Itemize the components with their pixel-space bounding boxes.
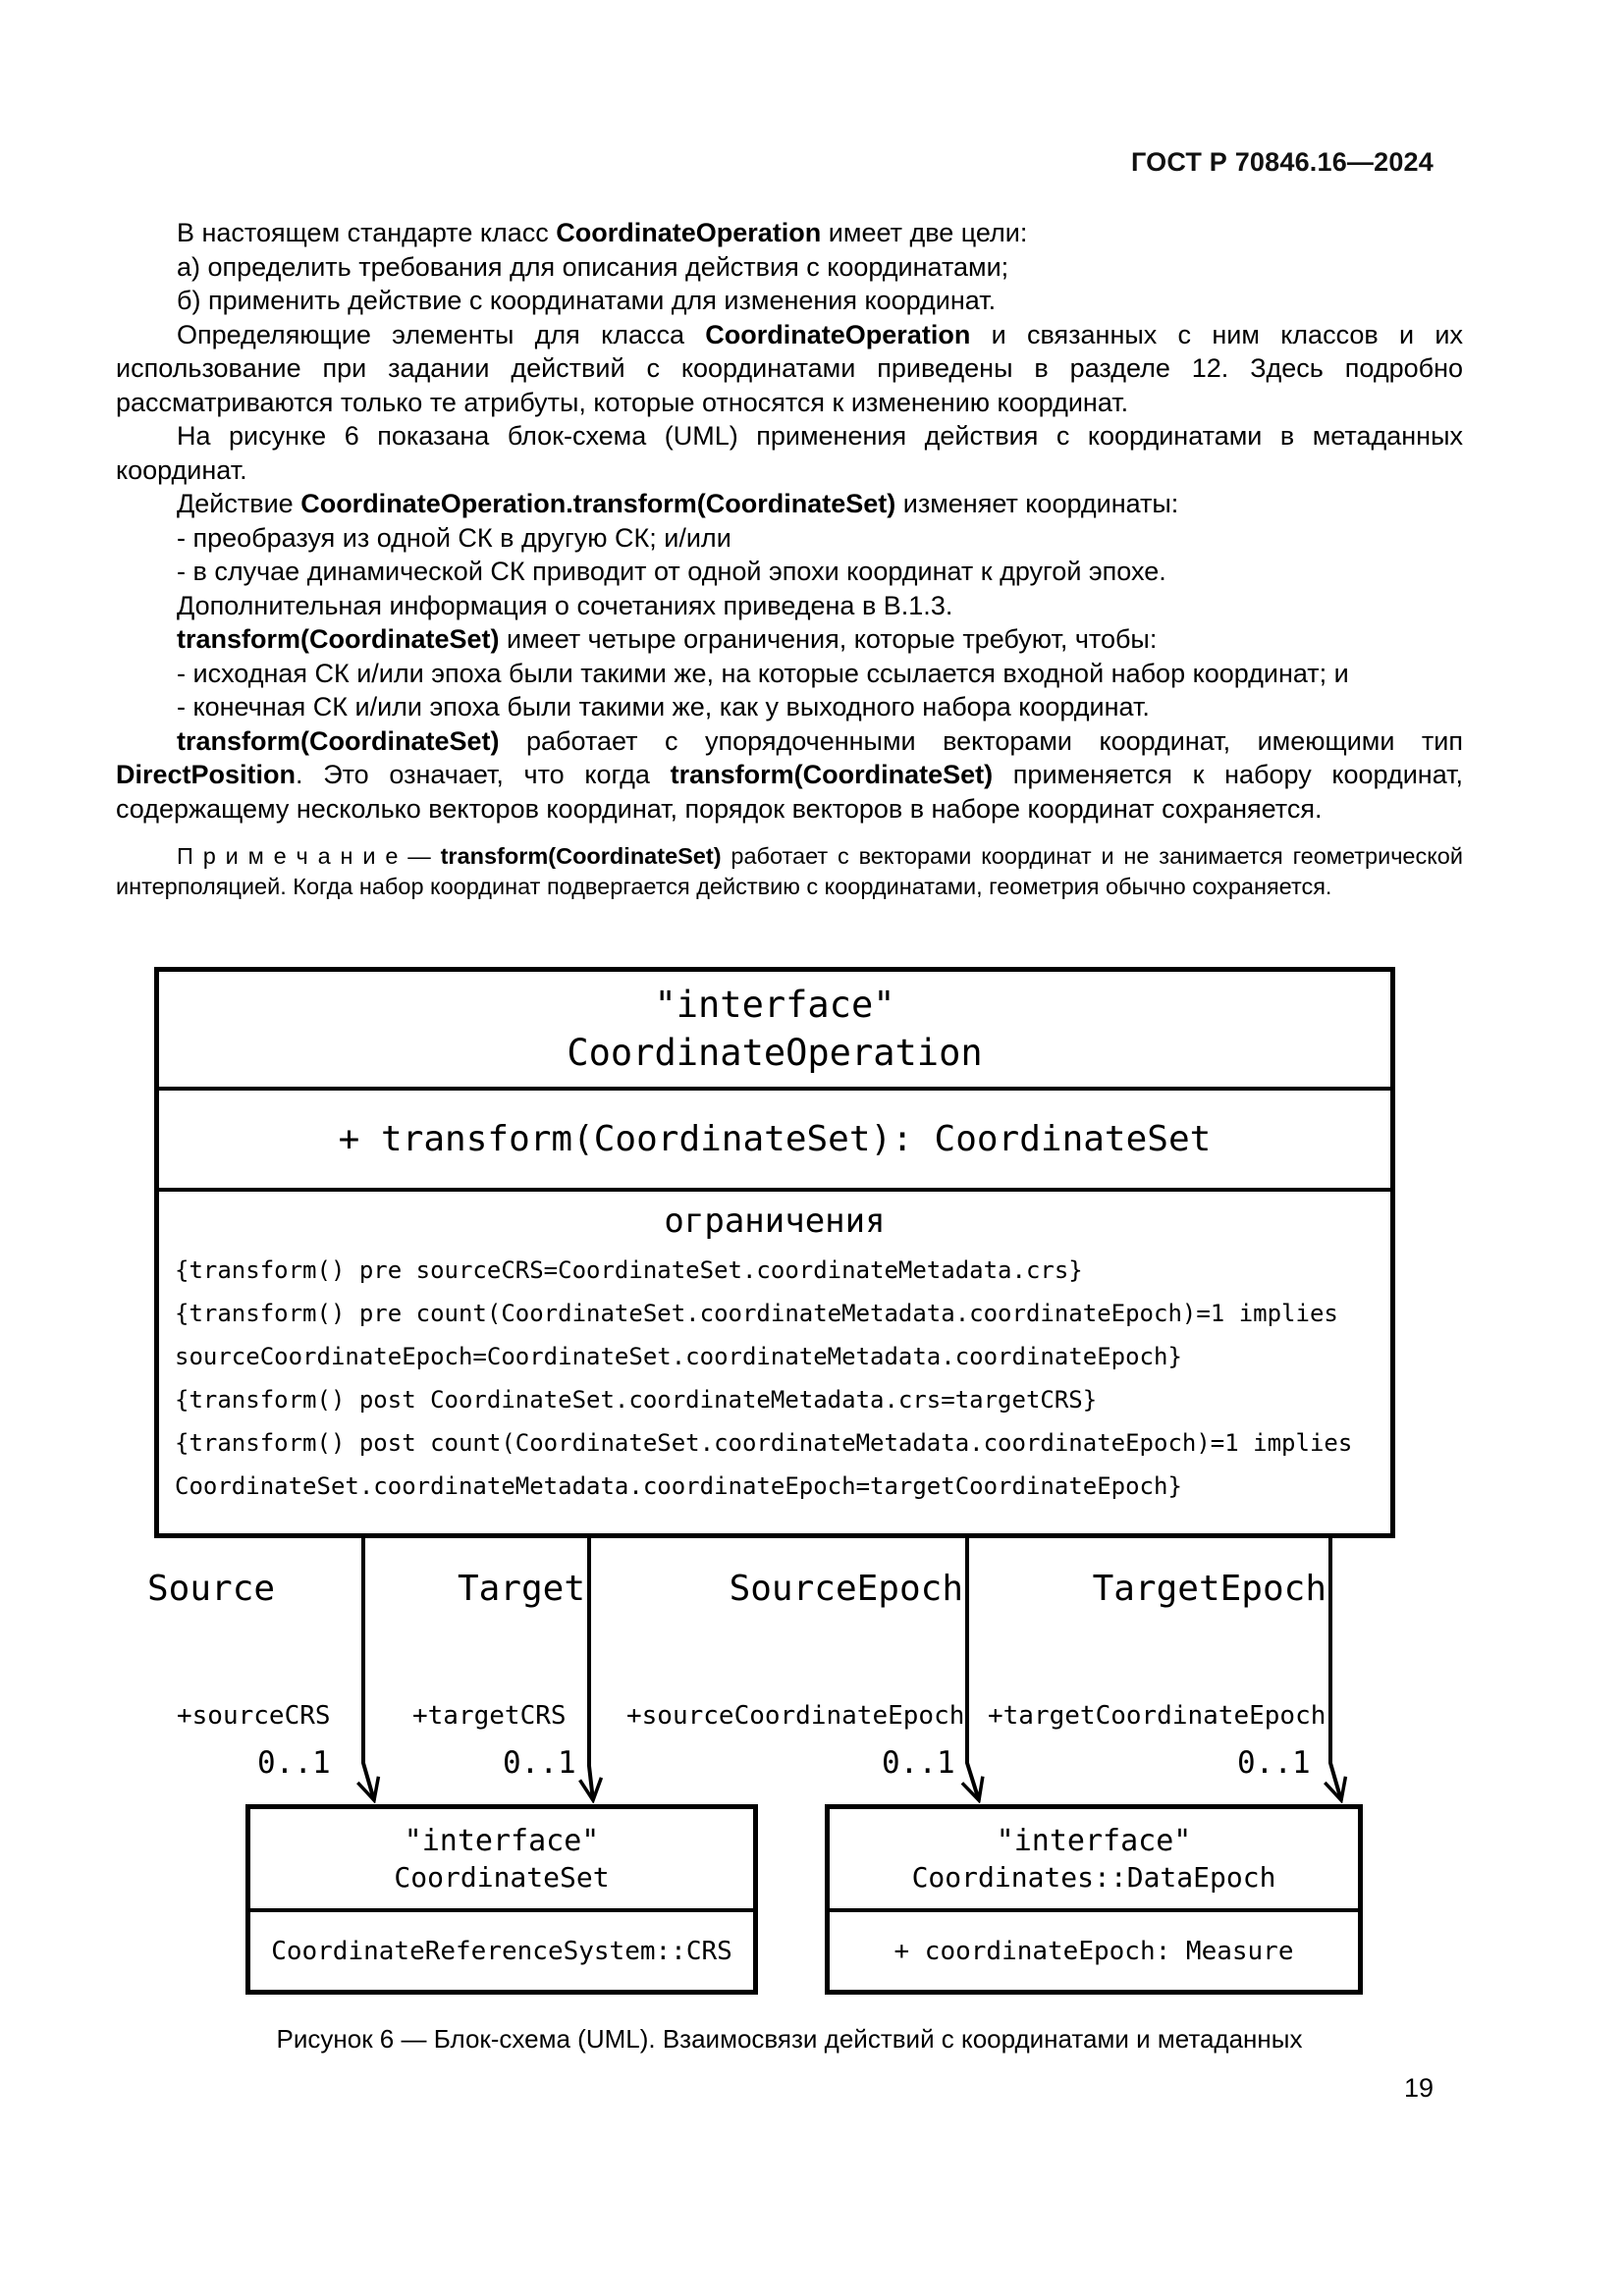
constraints-title: ограничения xyxy=(664,1201,886,1241)
constraint-line: sourceCoordinateEpoch=CoordinateSet.coordinateMetadata.coordinateEpoch} xyxy=(175,1343,1182,1370)
assoc-name-source-epoch: SourceEpoch xyxy=(729,1569,963,1609)
assoc-mult-source-epoch: 0..1 xyxy=(882,1745,955,1781)
text-run: Определяющие элементы для класса xyxy=(177,319,706,349)
assoc-name-target: Target xyxy=(457,1569,585,1609)
text-run: П р и м е ч а н и е — xyxy=(177,843,441,869)
attribute-compartment xyxy=(250,1912,753,1990)
figure-caption: Рисунок 6 — Блок-схема (UML). Взаимосвязи действий с координатами и метаданных xyxy=(276,2024,1303,2054)
text-run: имеет четыре ограничения, которые требуют, чтобы: xyxy=(499,624,1158,654)
text-run: и связанных с ним классов и их использование при задании действий с координатами приведены в разделе 12. Здесь подробно рассматриваются только те атрибуты, которые относятся к изменению координат. xyxy=(116,319,1463,417)
assoc-role-target-epoch: +targetCoordinateEpoch xyxy=(988,1701,1326,1731)
operation-signature: + transform(CoordinateSet): CoordinateSet xyxy=(338,1119,1212,1159)
constraint-line: CoordinateSet.coordinateMetadata.coordinateEpoch=targetCoordinateEpoch} xyxy=(175,1472,1182,1500)
text-run: В настоящем стандарте класс xyxy=(177,218,557,247)
bold-run: DirectPosition xyxy=(116,760,297,789)
association-line-target-epoch xyxy=(1330,1538,1341,1800)
page-number: 19 xyxy=(1403,2073,1434,2103)
bold-run: CoordinateOperation.transform(CoordinateSet) xyxy=(300,489,896,518)
association-line-source-epoch xyxy=(967,1538,979,1800)
bold-run: transform(CoordinateSet) xyxy=(177,725,500,756)
bold-run: CoordinateOperation xyxy=(705,319,971,349)
bold-run: transform(CoordinateSet) xyxy=(177,624,500,654)
text-run: б) применить действие с координатами для изменения координат. xyxy=(177,286,997,315)
attribute-compartment xyxy=(830,1912,1358,1990)
assoc-mult-target-epoch: 0..1 xyxy=(1237,1745,1311,1781)
assoc-mult-target: 0..1 xyxy=(503,1745,576,1781)
class-name: CoordinateSet xyxy=(394,1860,610,1894)
bold-run: CoordinateOperation xyxy=(556,218,822,247)
text-run: - в случае динамической СК приводит от одной эпохи координат к другой эпохе. xyxy=(177,557,1166,586)
constraints-list xyxy=(175,1249,1375,1508)
doc-number: ГОСТ Р 70846.16—2024 xyxy=(1131,147,1434,177)
text-run: применяется к набору координат, содержащему несколько векторов координат, порядок векторов в наборе координат сохраняется. xyxy=(116,760,1463,824)
constraint-line: {transform() post CoordinateSet.coordinateMetadata.crs=targetCRS} xyxy=(175,1386,1098,1414)
class-title-compartment xyxy=(830,1809,1358,1912)
assoc-role-target: +targetCRS xyxy=(412,1701,567,1731)
constraint-line: {transform() pre count(CoordinateSet.coordinateMetadata.coordinateEpoch)=1 implies xyxy=(175,1300,1338,1327)
bold-run: transform(CoordinateSet) xyxy=(440,843,722,869)
assoc-role-source-epoch: +sourceCoordinateEpoch xyxy=(626,1701,965,1731)
association-line-target xyxy=(589,1538,593,1800)
assoc-name-source: Source xyxy=(147,1569,276,1609)
constraint-line: {transform() pre sourceCRS=CoordinateSet.coordinateMetadata.crs} xyxy=(175,1256,1083,1284)
text-run: работает с векторами координат и не занимается геометрической интерполяцией. Когда набор координат подвергается действию с координатами, геометрия обычно сохраняется. xyxy=(116,843,1463,899)
stereotype-label: "interface" xyxy=(404,1824,600,1859)
text-run: Дополнительная информация о сочетаниях приведена в В.1.3. xyxy=(177,590,953,620)
assoc-name-target-epoch: TargetEpoch xyxy=(1092,1569,1326,1609)
association-line-source xyxy=(363,1538,374,1800)
operation-compartment xyxy=(159,1091,1390,1192)
class-title-compartment xyxy=(159,972,1390,1091)
text-run: . Это означает, что когда xyxy=(296,760,671,789)
text-run: изменяет координаты: xyxy=(895,489,1179,518)
text-run: - преобразуя из одной СК в другую СК; и/или xyxy=(177,522,731,553)
text-run: работает с упорядоченными векторами координат, имеющими тип xyxy=(499,725,1463,756)
text-run: Действие xyxy=(177,489,301,518)
text-run: имеет две цели: xyxy=(821,218,1028,247)
text-run: - конечная СК и/или эпоха были такими же, как у выходного набора координат. xyxy=(177,692,1150,721)
bold-run: transform(CoordinateSet) xyxy=(670,760,994,789)
class-coordinate-set xyxy=(245,1804,758,1995)
stereotype-label: "interface" xyxy=(654,984,895,1027)
class-title-compartment xyxy=(250,1809,753,1912)
class-data-epoch xyxy=(825,1804,1363,1995)
stereotype-label: "interface" xyxy=(996,1824,1192,1859)
text-run: - исходная СК и/или эпоха были такими же, на которые ссылается входной набор координат; и xyxy=(177,658,1349,688)
assoc-mult-source: 0..1 xyxy=(257,1745,331,1781)
class-name: CoordinateOperation xyxy=(567,1031,983,1074)
text-run: а) определить требования для описания действия с координатами; xyxy=(177,251,1009,282)
class-coordinate-operation xyxy=(154,967,1395,1538)
constraints-compartment xyxy=(159,1192,1390,1508)
text-run: На рисунке 6 показана блок-схема (UML) применения действия с координатами в метаданных координат. xyxy=(116,421,1463,485)
constraint-line: {transform() post count(CoordinateSet.coordinateMetadata.coordinateEpoch)=1 implies xyxy=(175,1429,1353,1457)
attribute-label: CoordinateReferenceSystem::CRS xyxy=(271,1936,732,1966)
class-name: Coordinates::DataEpoch xyxy=(911,1860,1276,1894)
assoc-role-source: +sourceCRS xyxy=(177,1701,331,1731)
attribute-label: + coordinateEpoch: Measure xyxy=(893,1936,1294,1966)
